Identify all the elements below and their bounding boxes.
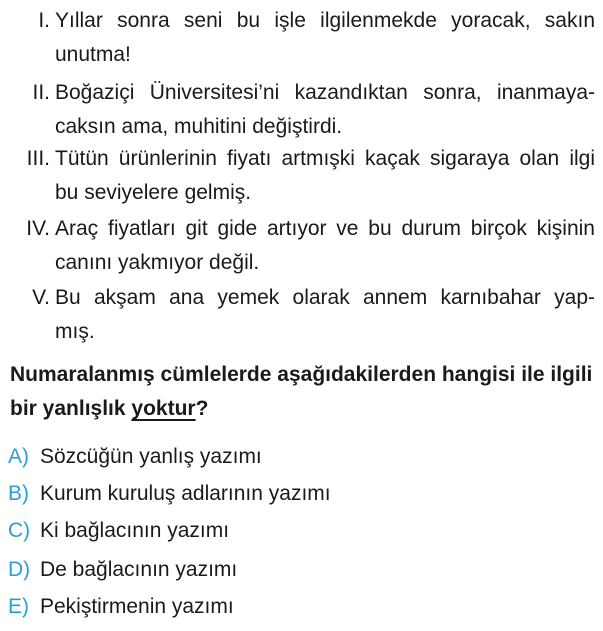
question-mark: ? xyxy=(195,397,209,420)
question-text: Numaralanmış cümlelerde aşağıdakilerden hangisi ile ilgili bir yanlışlık xyxy=(10,363,593,420)
statement-text xyxy=(55,142,595,210)
statement-number: IV. xyxy=(26,217,50,240)
statement-line: bu seviyelere gelmiş. xyxy=(55,181,252,204)
option-d[interactable] xyxy=(8,553,237,589)
option-c[interactable] xyxy=(8,514,229,550)
option-text: Sözcüğün yanlış yazımı xyxy=(40,445,262,468)
option-b[interactable] xyxy=(8,477,331,513)
option-text: Kurum kuruluş adlarının yazımı xyxy=(40,482,331,505)
statement-line: canını yakmıyor değil. xyxy=(55,251,260,274)
option-letter: C) xyxy=(8,519,31,542)
statement-line: Tütün ürünlerinin fiyatı artmışki kaçak sigaraya olan ilgi xyxy=(55,147,595,170)
statement-line: Yıllar sonra seni bu işle ilgilenmekde yoracak, sakın xyxy=(55,9,595,32)
statement-number: I. xyxy=(38,9,50,32)
option-letter: E) xyxy=(8,595,29,618)
statement-text xyxy=(55,281,595,349)
statement-line: Boğaziçi Üniversitesi’ni kazandıktan sonra, inanmaya- xyxy=(55,81,595,104)
option-letter: A) xyxy=(8,445,29,468)
option-text: Ki bağlacının yazımı xyxy=(40,519,230,542)
statement-line: unutma! xyxy=(55,43,131,66)
option-text: De bağlacının yazımı xyxy=(40,558,238,581)
question-emphasis: yoktur xyxy=(131,397,196,420)
option-a[interactable] xyxy=(8,440,262,476)
option-e[interactable] xyxy=(8,590,234,626)
statement-line: mış. xyxy=(55,320,95,343)
statement-number: V. xyxy=(32,286,50,309)
statement-number: II. xyxy=(32,81,50,104)
option-text: Pekiştirmenin yazımı xyxy=(40,595,234,618)
statement-text xyxy=(55,212,595,280)
statement-text xyxy=(55,4,595,72)
statement-text xyxy=(55,76,595,144)
statement-line: Araç fiyatları git gide artıyor ve bu durum birçok kişinin xyxy=(55,217,595,240)
statement-line: caksın ama, muhitini değiştirdi. xyxy=(55,115,343,138)
option-letter: B) xyxy=(8,482,29,505)
statement-line: Bu akşam ana yemek olarak annem karnıbahar yap- xyxy=(55,286,595,309)
statement-number: III. xyxy=(26,147,50,170)
option-letter: D) xyxy=(8,558,31,581)
question-stem xyxy=(10,358,595,426)
